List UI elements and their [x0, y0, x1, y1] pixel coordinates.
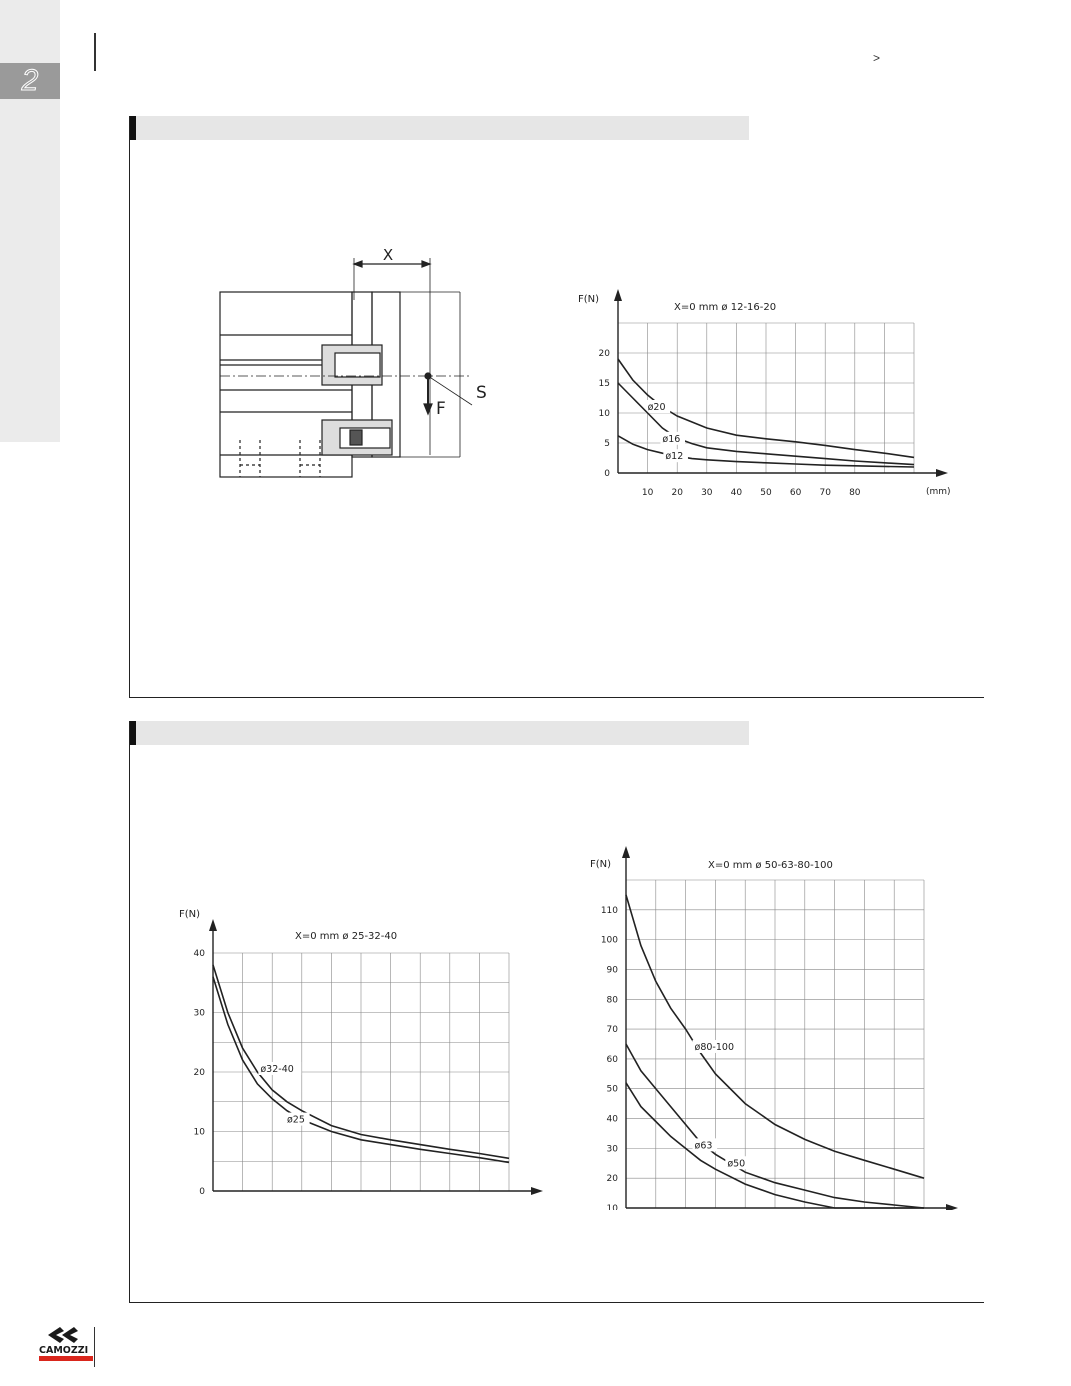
- y-tick-label: 10: [193, 1127, 205, 1138]
- y-tick-label: 80: [606, 995, 618, 1006]
- label-s: S: [476, 383, 487, 403]
- y-tick-label: 10: [606, 1204, 618, 1210]
- x-tick-label: 20: [671, 488, 683, 498]
- x-axis-arrow-icon: [946, 1204, 958, 1210]
- y-tick-label: 30: [606, 1144, 618, 1155]
- logo-divider: [94, 1327, 95, 1367]
- brand-accent-bar: [39, 1356, 93, 1361]
- chart-force-12-16-20: [570, 280, 970, 510]
- y-tick-label: 0: [199, 1187, 205, 1197]
- chart-y-label: F(N): [578, 294, 600, 305]
- x-tick-label: 60: [789, 488, 802, 498]
- cylinder-drawing: [200, 240, 500, 490]
- y-tick-label: 100: [600, 935, 618, 946]
- label-f: F: [436, 399, 446, 419]
- series-label: ø32-40: [260, 1064, 294, 1075]
- section-header-mark: [130, 116, 136, 140]
- y-tick-label: 10: [598, 409, 610, 419]
- chart-y-label: F(N): [590, 859, 612, 870]
- y-tick-label: 20: [598, 349, 610, 359]
- x-axis-arrow-icon: [531, 1187, 543, 1195]
- series-label: ø50: [727, 1158, 746, 1170]
- chart-x-unit: (mm): [926, 487, 951, 497]
- x-tick-label: 70: [819, 488, 831, 498]
- y-tick-label: 5: [604, 439, 610, 449]
- section-header-bar: [130, 721, 749, 745]
- y-tick-label: 20: [606, 1174, 618, 1185]
- chart-title: X=0 mm ø 50-63-80-100: [708, 860, 833, 871]
- series-label: ø80-100: [694, 1041, 735, 1053]
- series-label: ø12: [665, 451, 684, 463]
- series-label: ø63: [694, 1140, 713, 1152]
- chart-grid: [618, 323, 914, 473]
- x-tick-label: 50: [760, 488, 772, 498]
- label-x: X: [382, 246, 394, 264]
- y-tick-label: 40: [606, 1114, 618, 1125]
- y-tick-label: 40: [193, 949, 205, 959]
- y-axis-arrow-icon: [614, 289, 622, 301]
- y-tick-label: 90: [606, 965, 618, 976]
- y-tick-label: 50: [606, 1084, 618, 1095]
- chart-grid: [626, 880, 924, 1208]
- x-tick-label: 80: [849, 488, 861, 498]
- chart-title: X=0 mm ø 25-32-40: [295, 931, 398, 942]
- x-tick-label: 30: [701, 488, 713, 498]
- section-header-bar: [130, 116, 749, 140]
- series-label: ø25: [287, 1114, 305, 1126]
- camozzi-logo: [38, 1325, 96, 1365]
- y-axis-arrow-icon: [209, 919, 217, 931]
- x-tick-label: 40: [730, 488, 743, 498]
- chapter-number: 2: [0, 63, 60, 99]
- nav-arrow-icon[interactable]: >: [873, 51, 881, 65]
- chart-force-25-32-40: [165, 905, 565, 1205]
- series-label: ø20: [647, 402, 666, 413]
- brand-name: CAMOZZI: [39, 1345, 89, 1356]
- series-label: ø16: [662, 433, 681, 445]
- chart-y-label: F(N): [179, 909, 201, 920]
- y-tick-label: 20: [193, 1068, 205, 1078]
- chart-title: X=0 mm ø 12-16-20: [674, 302, 777, 313]
- y-tick-label: 15: [598, 379, 610, 389]
- y-tick-label: 60: [606, 1054, 618, 1065]
- section-header-mark: [130, 721, 136, 745]
- x-axis-arrow-icon: [936, 469, 948, 477]
- x-tick-label: 10: [641, 488, 654, 498]
- y-tick-label: 110: [600, 905, 618, 916]
- y-tick-label: 0: [604, 469, 610, 479]
- y-axis-arrow-icon: [622, 846, 630, 858]
- header-divider: [94, 33, 96, 71]
- y-tick-label: 30: [193, 1008, 205, 1019]
- y-tick-label: 70: [606, 1025, 618, 1036]
- chart-force-50-63-80-100: [580, 840, 960, 1210]
